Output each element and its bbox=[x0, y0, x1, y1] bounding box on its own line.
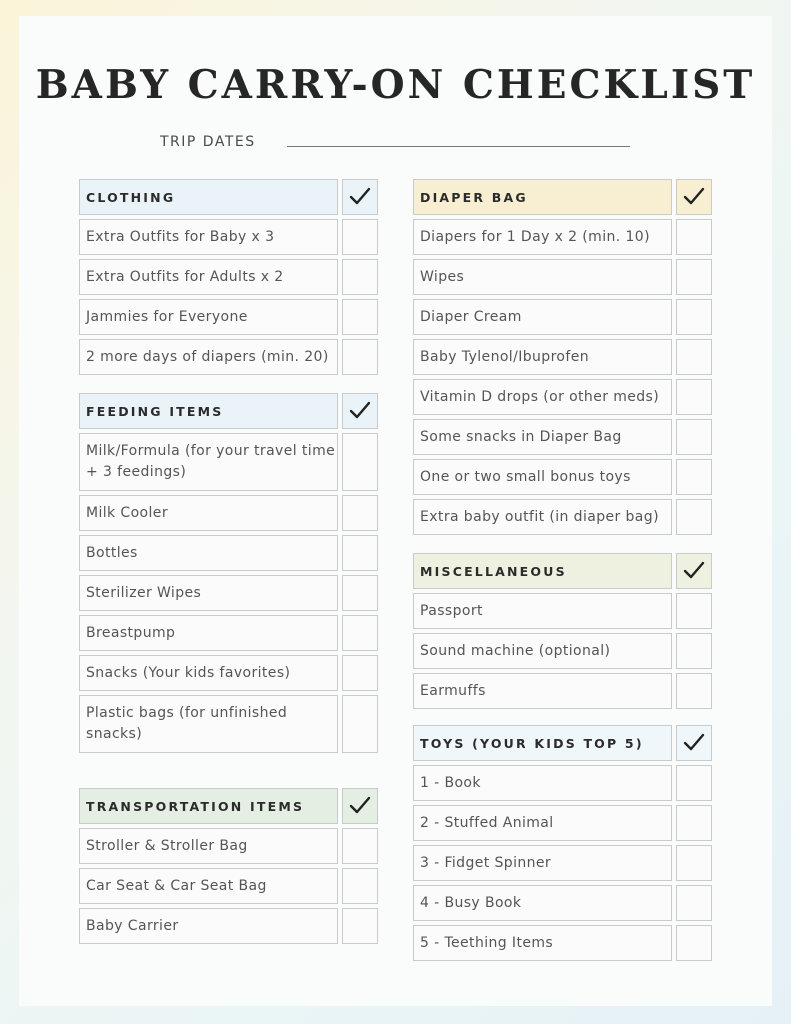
list-item: One or two small bonus toys bbox=[413, 459, 672, 495]
section-transportation bbox=[79, 788, 378, 948]
checkbox[interactable] bbox=[342, 908, 378, 944]
list-item: Breastpump bbox=[79, 615, 338, 651]
checkbox[interactable] bbox=[676, 673, 712, 709]
checkbox[interactable] bbox=[342, 575, 378, 611]
checkbox[interactable] bbox=[342, 695, 378, 753]
checkbox[interactable] bbox=[676, 259, 712, 295]
list-item: 2 more days of diapers (min. 20) bbox=[79, 339, 338, 375]
list-item: Milk Cooler bbox=[79, 495, 338, 531]
section-title: CLOTHING bbox=[79, 179, 338, 215]
checkbox[interactable] bbox=[676, 633, 712, 669]
header-check-box bbox=[342, 788, 378, 824]
checkbox[interactable] bbox=[676, 925, 712, 961]
checkmark-icon bbox=[349, 401, 371, 421]
page-title: BABY CARRY-ON CHECKLIST bbox=[35, 62, 756, 108]
checkbox[interactable] bbox=[676, 499, 712, 535]
checkbox[interactable] bbox=[676, 219, 712, 255]
checkbox[interactable] bbox=[676, 339, 712, 375]
checkbox[interactable] bbox=[342, 655, 378, 691]
section-diaper-bag bbox=[413, 179, 712, 539]
header-check-box bbox=[676, 179, 712, 215]
section-title: TOYS (YOUR KIDS TOP 5) bbox=[413, 725, 672, 761]
list-item: 4 - Busy Book bbox=[413, 885, 672, 921]
section-miscellaneous bbox=[413, 553, 712, 713]
checkbox[interactable] bbox=[676, 419, 712, 455]
checkmark-icon bbox=[683, 561, 705, 581]
list-item: Milk/Formula (for your travel time + 3 feedings) bbox=[79, 433, 338, 491]
section-toys bbox=[413, 725, 712, 965]
section-header bbox=[79, 393, 378, 429]
checkbox[interactable] bbox=[676, 885, 712, 921]
list-item: Vitamin D drops (or other meds) bbox=[413, 379, 672, 415]
list-item: 1 - Book bbox=[413, 765, 672, 801]
header-check-box bbox=[676, 725, 712, 761]
list-item: 3 - Fidget Spinner bbox=[413, 845, 672, 881]
checkbox[interactable] bbox=[342, 299, 378, 335]
list-item: Diapers for 1 Day x 2 (min. 10) bbox=[413, 219, 672, 255]
checkbox[interactable] bbox=[342, 535, 378, 571]
trip-dates-label: TRIP DATES bbox=[160, 134, 256, 150]
section-header bbox=[413, 725, 712, 761]
section-feeding bbox=[79, 393, 378, 757]
section-header bbox=[413, 553, 712, 589]
list-item: Stroller & Stroller Bag bbox=[79, 828, 338, 864]
checkbox[interactable] bbox=[342, 828, 378, 864]
trip-dates-field[interactable] bbox=[287, 146, 630, 147]
section-header bbox=[79, 179, 378, 215]
list-item: Jammies for Everyone bbox=[79, 299, 338, 335]
checkbox[interactable] bbox=[676, 459, 712, 495]
section-header bbox=[413, 179, 712, 215]
checkbox[interactable] bbox=[342, 615, 378, 651]
list-item: Extra Outfits for Baby x 3 bbox=[79, 219, 338, 255]
list-item: 5 - Teething Items bbox=[413, 925, 672, 961]
checkmark-icon bbox=[349, 796, 371, 816]
section-header bbox=[79, 788, 378, 824]
list-item: Extra Outfits for Adults x 2 bbox=[79, 259, 338, 295]
checkbox[interactable] bbox=[676, 593, 712, 629]
section-clothing bbox=[79, 179, 378, 379]
checkbox[interactable] bbox=[676, 845, 712, 881]
list-item: Diaper Cream bbox=[413, 299, 672, 335]
list-item: Sound machine (optional) bbox=[413, 633, 672, 669]
checkbox[interactable] bbox=[342, 219, 378, 255]
header-check-box bbox=[342, 393, 378, 429]
section-title: MISCELLANEOUS bbox=[413, 553, 672, 589]
checkbox[interactable] bbox=[676, 299, 712, 335]
list-item: Wipes bbox=[413, 259, 672, 295]
checkmark-icon bbox=[683, 733, 705, 753]
list-item: Plastic bags (for unfinished snacks) bbox=[79, 695, 338, 753]
list-item: Baby Tylenol/Ibuprofen bbox=[413, 339, 672, 375]
list-item: Passport bbox=[413, 593, 672, 629]
header-check-box bbox=[342, 179, 378, 215]
list-item: Car Seat & Car Seat Bag bbox=[79, 868, 338, 904]
list-item: Extra baby outfit (in diaper bag) bbox=[413, 499, 672, 535]
checkbox[interactable] bbox=[342, 339, 378, 375]
checkbox[interactable] bbox=[676, 805, 712, 841]
checkbox[interactable] bbox=[342, 868, 378, 904]
checkbox[interactable] bbox=[342, 259, 378, 295]
checkmark-icon bbox=[349, 187, 371, 207]
section-title: TRANSPORTATION ITEMS bbox=[79, 788, 338, 824]
checkbox[interactable] bbox=[342, 433, 378, 491]
header-check-box bbox=[676, 553, 712, 589]
list-item: Sterilizer Wipes bbox=[79, 575, 338, 611]
checkbox[interactable] bbox=[342, 495, 378, 531]
checkbox[interactable] bbox=[676, 379, 712, 415]
list-item: Earmuffs bbox=[413, 673, 672, 709]
list-item: Some snacks in Diaper Bag bbox=[413, 419, 672, 455]
list-item: Baby Carrier bbox=[79, 908, 338, 944]
checkmark-icon bbox=[683, 187, 705, 207]
list-item: Snacks (Your kids favorites) bbox=[79, 655, 338, 691]
section-title: FEEDING ITEMS bbox=[79, 393, 338, 429]
list-item: 2 - Stuffed Animal bbox=[413, 805, 672, 841]
list-item: Bottles bbox=[79, 535, 338, 571]
checkbox[interactable] bbox=[676, 765, 712, 801]
section-title: DIAPER BAG bbox=[413, 179, 672, 215]
